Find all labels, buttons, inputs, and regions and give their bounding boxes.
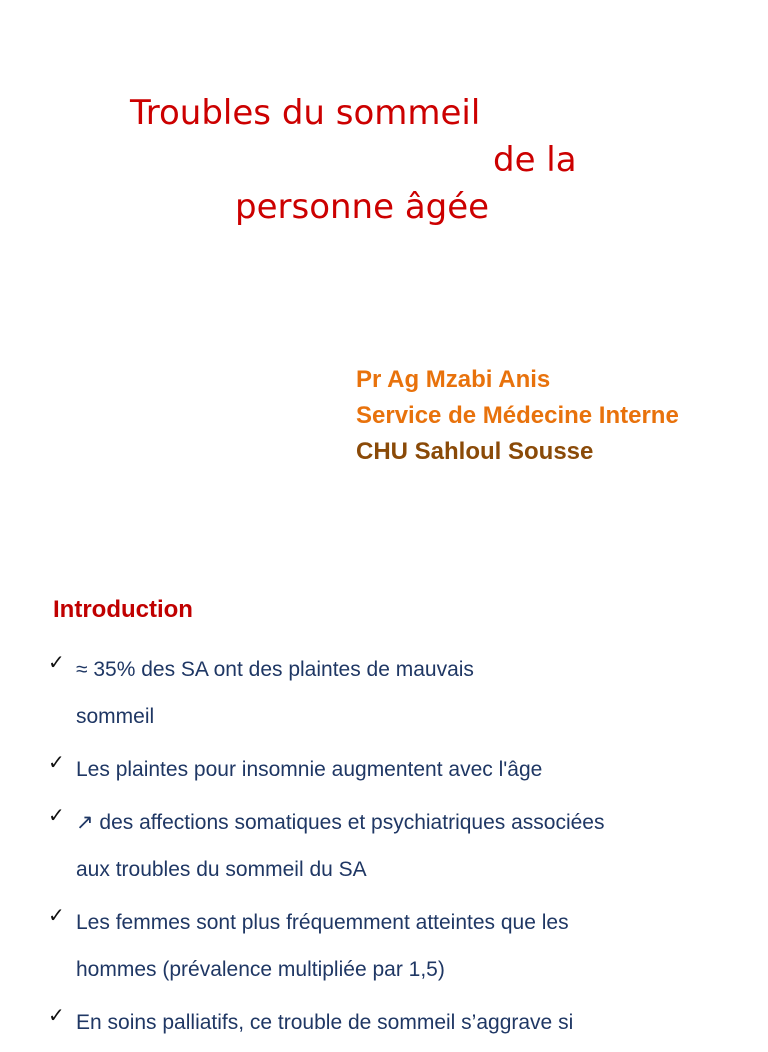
check-icon: ✓: [48, 805, 65, 827]
title-line-3: personne âgée: [235, 187, 490, 227]
bullet-text-continued: hommes (prévalence multipliée par 1,5): [76, 958, 445, 981]
list-item: [44, 746, 724, 793]
check-icon: ✓: [48, 905, 65, 927]
bullet-text: ↗ des affections somatiques et psychiatriques associées: [76, 811, 605, 834]
bullet-text-continued: aux troubles du sommeil du SA: [76, 858, 367, 881]
check-icon: ✓: [48, 652, 65, 674]
section-heading: Introduction: [53, 596, 193, 623]
author-name: Pr Ag Mzabi Anis: [356, 366, 551, 393]
list-item: [44, 899, 724, 993]
title-line-1: Troubles du sommeil: [130, 93, 481, 133]
bullet-text: En soins palliatifs, ce trouble de sommeil s’aggrave si: [76, 1011, 574, 1034]
list-item: [44, 999, 724, 1046]
bullet-text: Les plaintes pour insomnie augmentent avec l'âge: [76, 758, 543, 781]
check-icon: ✓: [48, 1005, 65, 1027]
author-block: [356, 362, 679, 470]
author-hospital: CHU Sahloul Sousse: [356, 438, 594, 465]
bullet-text: Les femmes sont plus fréquemment atteintes que les: [76, 911, 569, 934]
bullet-list: [44, 646, 724, 1052]
list-item: [44, 646, 724, 740]
title-line-2: de la: [493, 140, 577, 180]
bullet-text-continued: sommeil: [76, 705, 155, 728]
author-department: Service de Médecine Interne: [356, 402, 679, 429]
check-icon: ✓: [48, 752, 65, 774]
bullet-text: ≈ 35% des SA ont des plaintes de mauvais: [76, 658, 474, 681]
list-item: [44, 799, 724, 893]
